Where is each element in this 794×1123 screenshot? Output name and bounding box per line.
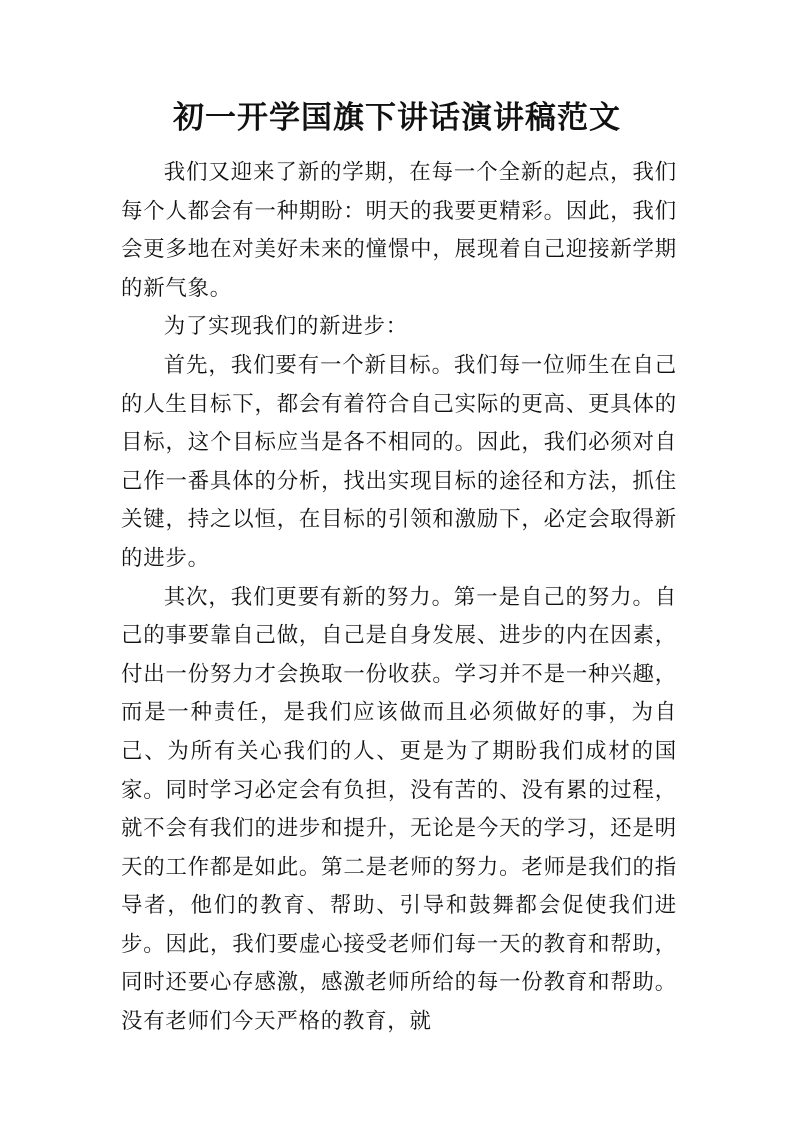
paragraph-intro: 我们又迎来了新的学期，在每一个全新的起点，我们每个人都会有一种期盼：明天的我要更精彩。因此，我们会更多地在对美好未来的憧憬中，展现着自己迎接新学期的新气象。 (121, 160, 677, 301)
paragraph-second-effort: 其次，我们更要有新的努力。第一是自己的努力。自己的事要靠自己做，自己是自身发展、进步的内在因素，付出一份努力才会换取一份收获。学习并不是一种兴趣，而是一种责任，是我们应该做而且必须做好的事，为自己、为所有关心我们的人、更是为了期盼我们成材的国家。同时学习必定会有负担，没有苦的、没有累的过程，就不会有我们的进步和提升，无论是今天的学习，还是明天的工作都是如此。第二是老师的努力。老师是我们的指导者，他们的教育、帮助、引导和鼓舞都会促使我们进步。因此，我们要虚心接受老师们每一天的教育和帮助，同时还要心存感激，感激老师所给的每一份教育和帮助。没有老师们今天严格的教育，就 (121, 584, 677, 1035)
document-title: 初一开学国旗下讲话演讲稿范文 (173, 100, 621, 136)
document-body (121, 154, 677, 1042)
paragraph-lead-in: 为了实现我们的新进步： (163, 314, 408, 340)
paragraph-first-goal: 首先，我们要有一个新目标。我们每一位师生在自己的人生目标下，都会有着符合自己实际的更高、更具体的目标，这个目标应当是各不相同的。因此，我们必须对自己作一番具体的分析，找出实现目标的途径和方法，抓住关键，持之以恒，在目标的引领和激励下，必定会取得新的进步。 (121, 352, 677, 571)
